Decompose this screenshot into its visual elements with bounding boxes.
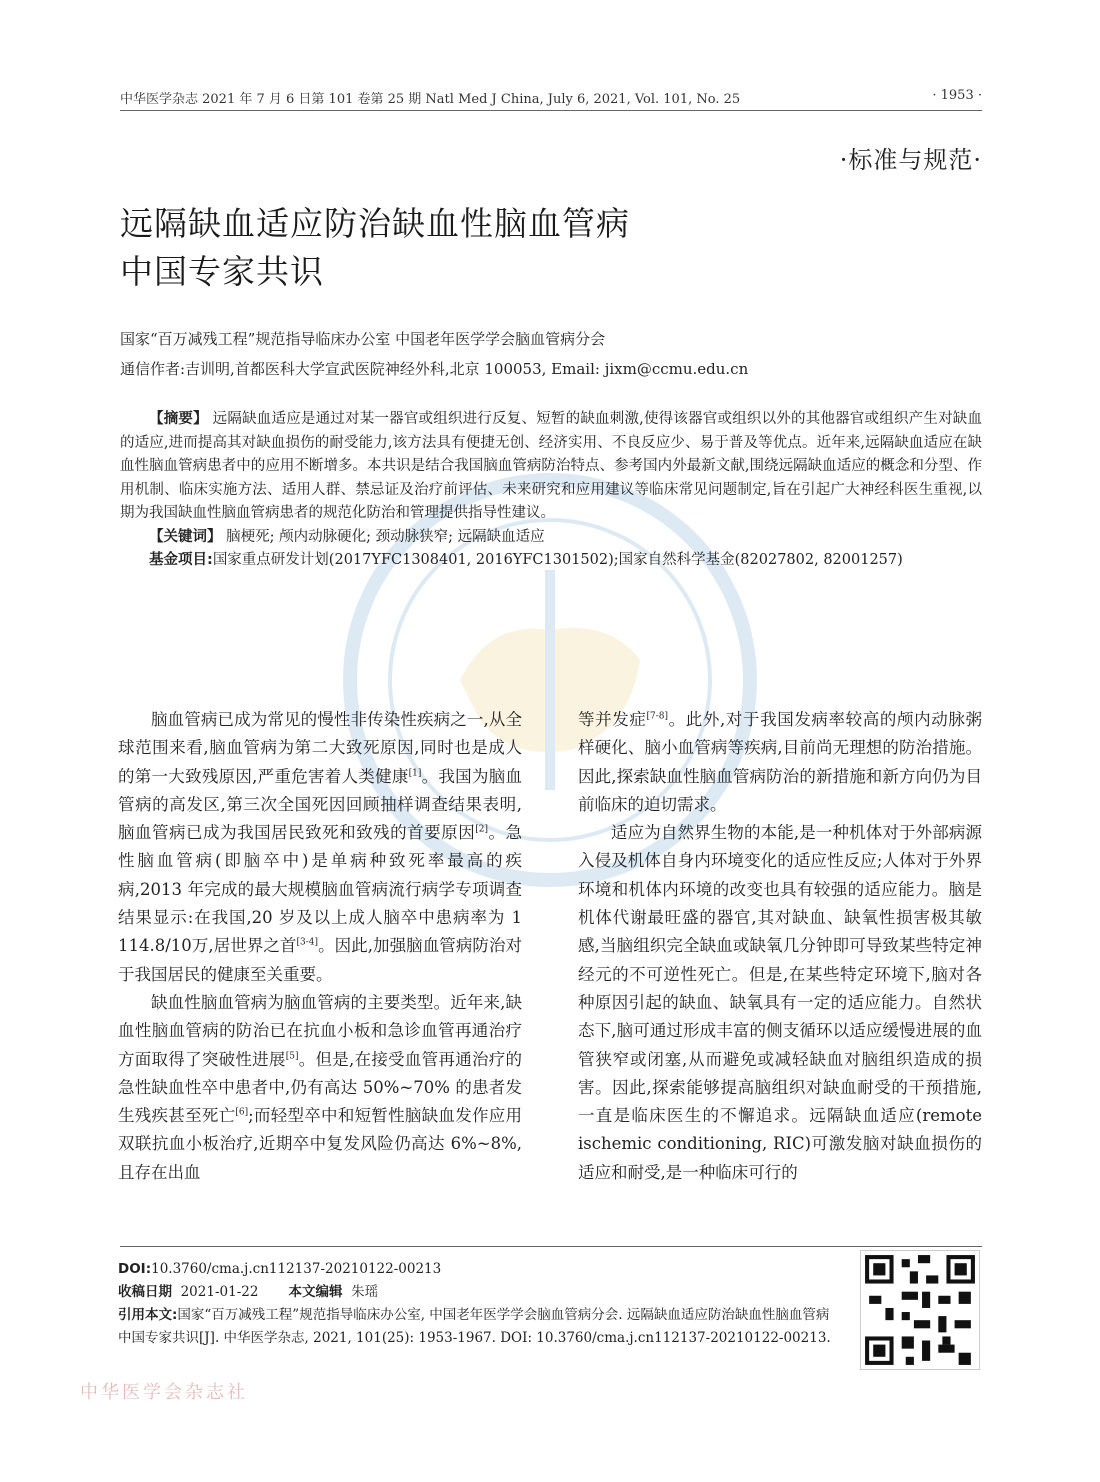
reference-mark: [6]: [235, 1107, 249, 1118]
fund-label: 基金项目:: [149, 552, 213, 568]
journal-citation: 中华医学杂志 2021 年 7 月 6 日第 101 卷第 25 期 Natl Med J China, July 6, 2021, Vol. 101, No. 25: [120, 92, 741, 107]
publisher-logo: 中华医学会杂志社: [80, 1382, 248, 1403]
doi-link[interactable]: 10.3760/cma.j.cn112137-20210122-00213: [151, 1261, 442, 1277]
column-tag: ·标准与规范·: [839, 146, 982, 174]
received-label: 收稿日期: [118, 1284, 172, 1300]
paragraph-text: 等并发症: [578, 710, 647, 729]
reference-mark: [1]: [408, 768, 422, 779]
correspondence: 通信作者:吉训明,首都医科大学宣武医院神经外科,北京 100053, Email: jixm@ccmu.edu.cn: [120, 360, 749, 378]
paragraph: [578, 819, 982, 1187]
reference-mark: [7-8]: [646, 711, 668, 722]
reference-mark: [3-4]: [296, 937, 319, 948]
editor-label: 本文编辑: [288, 1284, 343, 1300]
qr-code[interactable]: [860, 1250, 980, 1370]
fund-text: 国家重点研发计划(2017YFC1308401, 2016YFC1301502);国家自然科学基金(82027802, 82001257): [212, 552, 903, 568]
editor-name: 朱瑶: [351, 1284, 379, 1300]
body-column-right: [578, 706, 982, 1187]
article-title: [120, 200, 630, 296]
paragraph: [118, 706, 522, 989]
paragraph-text: 。但是,在接受血管再通治疗的急性缺血性卒中患者中,仍有高达 50%~70% 的患者发生残疾甚至死亡: [118, 1049, 523, 1126]
running-header: [120, 88, 982, 107]
page-number: · 1953 ·: [932, 88, 982, 103]
cite-label: 引用本文:: [118, 1307, 178, 1323]
keywords-label: 【关键词】: [149, 528, 222, 545]
paragraph-text: 缺血性脑血管病为脑血管病的主要类型。近年来,缺血性脑血管病的防治已在抗血小板和急诊血管再通治疗方面取得了突破性进展: [118, 992, 522, 1069]
author-block: [120, 324, 748, 384]
author-orgs: 国家“百万减残工程”规范指导临床办公室 中国老年医学学会脑血管病分会: [120, 330, 606, 348]
paragraph: [578, 706, 982, 819]
paragraph: [118, 989, 522, 1187]
article-footer: [118, 1258, 838, 1350]
doi-label: DOI:: [118, 1261, 152, 1277]
paragraph-text: ;而轻型卒中和短暂性脑缺血发作应用双联抗血小板治疗,近期卒中复发风险仍高达 6%~8%,且存在出血: [118, 1106, 523, 1182]
abstract-text: 远隔缺血适应是通过对某一器官或组织进行反复、短暂的缺血刺激,使得该器官或组织以外的其他器官或组织产生对缺血的适应,进而提高其对缺血损伤的耐受能力,该方法具有便捷无创、经济实用、不良反应少、易于普及等优点。近年来,远隔缺血适应在缺血性脑血管病患者中的应用不断增多。本共识是结合我国脑血管病防治特点、参考国内外最新文献,围绕远隔缺血适应的概念和分型、作用机制、临床实施方法、适用人群、禁忌证及治疗前评估、未来研究和应用建议等临床常见问题制定,旨在引起广大神经科医生重视,以期为我国缺血性脑血管病患者的规范化防治和管理提供指导性建议。: [120, 411, 983, 521]
reference-mark: [2]: [475, 824, 488, 835]
paragraph-text: 。急性脑血管病(即脑卒中)是单病种致死率最高的疾病,2013 年完成的最大规模脑血管病流行病学专项调查结果显示:在我国,20 岁及以上成人脑卒中患病率为 1 114.8/10万,居世界之首: [118, 823, 523, 956]
title-line-1: 远隔缺血适应防治缺血性脑血管病: [120, 204, 630, 243]
header-rule: [120, 110, 982, 111]
reference-mark: [5]: [285, 1051, 299, 1062]
paragraph-text: 脑血管病已成为常见的慢性非传染性疾病之一,从全球范围来看,脑血管病为第二大致死原因,同时也是成人的第一大致残原因,严重危害着人类健康: [118, 710, 522, 786]
paragraph-text: 。我国为脑血管病的高发区,第三次全国死因回顾抽样调查结果表明,脑血管病已成为我国居民致死和致残的首要原因: [118, 766, 523, 843]
body-column-left: [118, 706, 522, 1187]
paragraph-text: 适应为自然界生物的本能,是一种机体对于外部病源入侵及机体自身内环境变化的适应性反应;人体对于外界环境和机体内环境的改变也具有较强的适应能力。脑是机体代谢最旺盛的器官,其对缺血、缺氧性损害极其敏感,当脑组织完全缺血或缺氧几分钟即可导致某些特定神经元的不可逆性死亡。但是,在某些特定环境下,脑对各种原因引起的缺血、缺氧具有一定的适应能力。自然状态下,脑可通过形成丰富的侧支循环以适应缓慢进展的血管狭窄或闭塞,从而避免或减轻缺血对脑组织造成的损害。因此,探索能够提高脑组织对缺血耐受的干预措施,一直是临床医生的不懈追求。远隔缺血适应(remote ischemic conditioning, RIC)可激发脑对缺血损伤的适应和耐受,是一种临床可行的: [578, 823, 982, 1182]
paragraph-text: 。此外,对于我国发病率较高的颅内动脉粥样硬化、脑小血管病等疾病,目前尚无理想的防治措施。因此,探索缺血性脑血管病防治的新措施和新方向仍为目前临床的迫切需求。: [578, 710, 983, 814]
title-line-2: 中国专家共识: [120, 252, 324, 291]
received-date: 2021-01-22: [180, 1284, 259, 1300]
citation-text: 国家“百万减残工程”规范指导临床办公室, 中国老年医学学会脑血管病分会. 远隔缺血适应防治缺血性脑血管病中国专家共识[J]. 中华医学杂志, 2021, 101(25): 1953-1967. DOI: 10.3760/cma.j.cn112137-20210122-00213.: [118, 1307, 831, 1346]
abstract: [120, 408, 982, 573]
keywords: 脑梗死; 颅内动脉硬化; 颈动脉狭窄; 远隔缺血适应: [226, 528, 545, 545]
abstract-label: 【摘要】: [149, 411, 208, 427]
footer-rule: [120, 1246, 982, 1247]
paragraph-text: 。因此,加强脑血管病防治对于我国居民的健康至关重要。: [118, 936, 522, 984]
